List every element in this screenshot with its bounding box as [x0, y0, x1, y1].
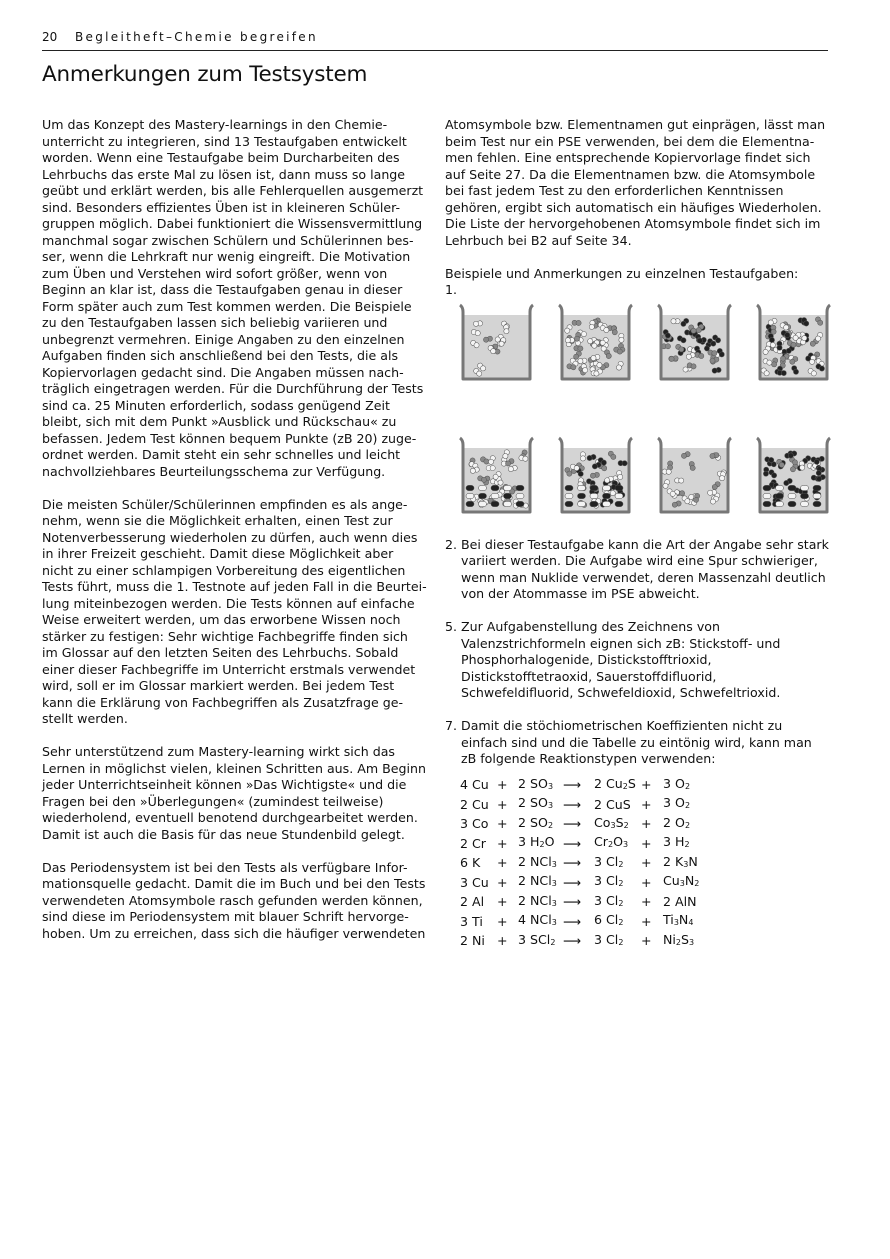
- item-number: 5.: [445, 619, 458, 634]
- text-line: einer dieser Fachbegriffe im Unterricht erstmals verwendet: [42, 661, 416, 677]
- reactant-2: 2 NCl3: [518, 873, 557, 888]
- item-number-1: 1.: [445, 282, 458, 297]
- reactant-1: 2 Cu: [460, 796, 489, 812]
- text-line: bei fast jedem Test zu den erforderlichen Kenntnissen: [445, 183, 784, 198]
- reactant-1: 3 Cu: [460, 874, 489, 890]
- plus-sign: +: [641, 894, 652, 909]
- plus-sign: +: [497, 777, 508, 792]
- beaker-5: [459, 436, 534, 516]
- reaction-equations-table: [460, 776, 699, 952]
- equation-row: [460, 893, 699, 913]
- plus-sign: +: [641, 874, 652, 890]
- text-line: Phosphorhalogenide, Distickstofftrioxid,: [461, 652, 712, 667]
- text-line: Das Periodensystem ist bei den Tests als verfügbare Infor-: [42, 859, 408, 875]
- text-line: Weise erweitert werden, um das erworbene Wissen noch: [42, 612, 401, 627]
- reaction-arrow: ⟶: [563, 777, 582, 792]
- reactant-1: 3 Ti: [460, 913, 483, 929]
- beaker-2: [558, 303, 633, 383]
- text-line: Kopiervorlagen gedacht sind. Die Angaben müssen nach-: [42, 364, 404, 380]
- text-line: wenn man Nuklide verwendet, deren Massenzahl deutlich: [461, 569, 826, 585]
- product-1: 3 Cl2: [594, 892, 624, 908]
- equation-row: [460, 932, 699, 952]
- reactant-1: 2 Al: [460, 894, 485, 909]
- reactant-2: 2 SO2: [518, 814, 554, 830]
- product-2: 3 O2: [663, 795, 691, 810]
- text-line: sind ca. 25 Minuten erforderlich, sodass genügend Zeit: [42, 397, 390, 413]
- reactant-2: 2 SO3: [518, 795, 554, 810]
- reactant-2: 2 NCl3: [518, 853, 557, 869]
- text-line: Beginn an klar ist, dass die Testaufgaben genau in dieser: [42, 282, 403, 297]
- text-line: sind diese im Periodensystem mit blauer Schrift hervorge-: [42, 909, 409, 924]
- text-line: bleibt, sich mit dem Punkt »Ausblick und Rückschau« zu: [42, 414, 397, 429]
- reactant-2: 3 SCl2: [518, 931, 556, 947]
- text-line: unbegrenzt vermehren. Einige Angaben zu den einzelnen: [42, 331, 405, 347]
- intro-paragraph: [445, 117, 840, 249]
- text-line: unterricht zu integrieren, sind 13 Testaufgaben entwickelt: [42, 133, 407, 149]
- text-line: Atomsymbole bzw. Elementnamen gut einprägen, lässt man: [445, 117, 826, 132]
- text-line: verwendeten Atomsymbole rasch gefunden werden können,: [42, 892, 423, 908]
- plus-sign: +: [497, 796, 508, 812]
- text-line: lung miteinbezogen werden. Die Tests können auf einfache: [42, 595, 415, 611]
- list-item-2: [445, 537, 840, 603]
- body-paragraph: [42, 744, 432, 843]
- product-1: 2 Cu2S: [594, 775, 636, 791]
- text-line: stärker zu festigen: Sehr wichtige Fachbegriffe finden sich: [42, 628, 408, 644]
- plus-sign: +: [497, 894, 508, 909]
- plus-sign: +: [641, 816, 652, 831]
- text-line: Form später auch zum Test kommen werden. Die Beispiele: [42, 298, 412, 314]
- right-column: [445, 117, 840, 951]
- item-number: 2.: [445, 536, 458, 552]
- text-line: Die meisten Schüler/Schülerinnen empfinden es als ange-: [42, 496, 408, 512]
- equation-row: [460, 795, 699, 815]
- product-2: 3 H2: [663, 834, 690, 849]
- reactant-1: 3 Co: [460, 816, 489, 831]
- plus-sign: +: [641, 913, 652, 929]
- text-line: jeder Unterrichtseinheit können »Das Wichtigste« und die: [42, 777, 407, 792]
- equation-row: [460, 815, 699, 835]
- text-line: Um das Konzept des Mastery-learnings in den Chemie-: [42, 117, 388, 132]
- product-1: Co3S2: [594, 814, 629, 830]
- text-line: variiert werden. Die Aufgabe wird eine Spur schwieriger,: [461, 553, 818, 568]
- page-number: 20: [42, 30, 58, 44]
- text-line: ordnet werden. Damit steht ein sehr schnelles und leicht: [42, 447, 401, 462]
- text-line: Zur Aufgabenstellung des Zeichnens von: [461, 619, 720, 634]
- plus-sign: +: [497, 933, 508, 948]
- text-line: manchmal sogar zwischen Schülern und Schülerinnen bes-: [42, 232, 414, 248]
- plus-sign: +: [641, 777, 652, 792]
- text-line: Damit ist auch die Basis für das neue Stundenbild gelegt.: [42, 826, 405, 842]
- text-line: nicht zu einer schlampigen Vorbereitung des eigentlichen: [42, 562, 406, 578]
- reactant-1: 4 Cu: [460, 777, 489, 792]
- page-title: Anmerkungen zum Testsystem: [42, 62, 368, 87]
- left-column: [42, 117, 432, 959]
- running-title: Begleitheft–Chemie begreifen: [75, 30, 318, 44]
- beaker-1: [459, 303, 534, 383]
- text-line: gehören, ergibt sich automatisch ein häufiges Wiederholen.: [445, 199, 822, 215]
- text-line: mationsquelle gedacht. Damit die im Buch und bei den Tests: [42, 876, 426, 891]
- text-line: beim Test nur ein PSE verwenden, bei dem die Elementna-: [445, 133, 815, 149]
- equation-row: [460, 834, 699, 854]
- text-line: auf Seite 27. Da die Elementnamen bzw. die Atomsymbole: [445, 166, 816, 182]
- beaker-6: [558, 436, 633, 516]
- beaker-7: [657, 436, 732, 516]
- equation-row: [460, 854, 699, 874]
- text-line: stellt werden.: [42, 711, 128, 726]
- product-2: 2 AlN: [663, 894, 697, 909]
- list-item-7: [445, 718, 840, 768]
- product-2: 2 O2: [663, 814, 691, 830]
- text-line: zu den Testaufgaben lassen sich beliebig variieren und: [42, 315, 388, 330]
- text-line: hoben. Um zu erreichen, dass sich die häufiger verwendeten: [42, 925, 426, 941]
- reaction-arrow: ⟶: [563, 894, 582, 909]
- body-paragraph: [42, 497, 432, 728]
- product-1: 6 Cl2: [594, 912, 624, 927]
- item-text: [461, 537, 840, 603]
- text-line: Lehrbuchs das erste Mal zu lösen ist, dann muss so lange: [42, 166, 406, 182]
- body-paragraph: [42, 860, 432, 943]
- text-line: geübt und erklärt werden, bis alle Fehlerquellen ausgemerzt: [42, 183, 424, 198]
- text-line: sind. Besonders effizientes Üben ist in kleineren Schüler-: [42, 199, 401, 215]
- text-line: Aufgaben finden sich anschließend bei den Tests, die als: [42, 348, 399, 363]
- reactant-2: 2 SO3: [518, 775, 554, 791]
- reaction-arrow: ⟶: [563, 874, 582, 890]
- text-line: Distickstofftetraoxid, Sauerstoffdifluorid,: [461, 668, 717, 684]
- reactant-2: 3 H2O: [518, 834, 555, 849]
- text-line: einfach sind und die Tabelle zu eintönig wird, kann man: [461, 734, 812, 750]
- reactant-1: 2 Cr: [460, 835, 486, 851]
- plus-sign: +: [497, 816, 508, 831]
- text-line: zB folgende Reaktionstypen verwenden:: [461, 751, 716, 766]
- item-text: [461, 718, 840, 768]
- item-text: [461, 619, 840, 702]
- reactant-1: 2 Ni: [460, 933, 485, 948]
- text-line: in ihrer Freizeit geschieht. Damit diese Möglichkeit aber: [42, 546, 394, 561]
- reaction-arrow: ⟶: [563, 933, 582, 948]
- product-1: 2 CuS: [594, 796, 631, 812]
- product-2: Ni2S3: [663, 931, 695, 947]
- text-line: kann die Erklärung von Fachbegriffen als Zusatzfrage ge-: [42, 694, 404, 710]
- text-line: Valenzstrichformeln eignen sich zB: Stickstoff- und: [461, 635, 781, 651]
- text-line: Lehrbuch bei B2 auf Seite 34.: [445, 232, 632, 248]
- beaker-3: [657, 303, 732, 383]
- product-1: 3 Cl2: [594, 853, 624, 869]
- beaker-figure: [459, 303, 839, 527]
- text-line: wird, soll er im Glossar markiert werden. Bei jedem Test: [42, 678, 395, 693]
- text-line: nachvollziehbares Beurteilungsschema zur Verfügung.: [42, 463, 386, 479]
- product-1: 3 Cl2: [594, 931, 624, 947]
- product-1: 3 Cl2: [594, 873, 624, 888]
- beaker-4: [756, 303, 831, 383]
- text-line: Schwefeldifluorid, Schwefeldioxid, Schwefeltrioxid.: [461, 685, 781, 700]
- reaction-arrow: ⟶: [563, 816, 582, 831]
- product-2: 3 O2: [663, 775, 691, 791]
- reactant-2: 4 NCl3: [518, 912, 557, 927]
- page-header: [42, 28, 828, 51]
- plus-sign: +: [497, 855, 508, 870]
- plus-sign: +: [641, 855, 652, 870]
- text-line: ser, wenn die Lehrkraft nur wenig eingreift. Die Motivation: [42, 249, 411, 264]
- plus-sign: +: [641, 933, 652, 948]
- reaction-arrow: ⟶: [563, 913, 582, 929]
- reaction-arrow: ⟶: [563, 796, 582, 812]
- reactant-2: 2 NCl3: [518, 892, 557, 908]
- reaction-arrow: ⟶: [563, 835, 582, 851]
- examples-heading: Beispiele und Anmerkungen zu einzelnen Testaufgaben:: [445, 265, 799, 281]
- text-line: Fragen bei den »Überlegungen« (zumindest teilweise): [42, 793, 384, 809]
- text-line: Notenverbesserung wiederholen zu dürfen, auch wenn dies: [42, 529, 418, 545]
- product-2: Ti3N4: [663, 912, 694, 927]
- text-line: Damit die stöchiometrischen Koeffizienten nicht zu: [461, 718, 783, 733]
- text-line: Sehr unterstützend zum Mastery-learning wirkt sich das: [42, 744, 395, 759]
- equation-row: [460, 912, 699, 932]
- text-line: befassen. Jedem Test können bequem Punkte (zB 20) zuge-: [42, 430, 417, 446]
- text-line: nehm, wenn sie die Möglichkeit erhalten, einen Test zur: [42, 513, 393, 528]
- plus-sign: +: [497, 874, 508, 890]
- beaker-8: [756, 436, 831, 516]
- plus-sign: +: [497, 835, 508, 851]
- text-line: im Glossar auf den letzten Seiten des Lehrbuchs. Sobald: [42, 645, 399, 660]
- text-line: Bei dieser Testaufgabe kann die Art der Angabe sehr stark: [461, 536, 829, 552]
- text-line: wiederholend, eventuell benotend durchgearbeitet werden.: [42, 810, 418, 825]
- text-line: men fehlen. Eine entsprechende Kopiervorlage findet sich: [445, 150, 811, 165]
- text-line: zum Üben und Verstehen wird sofort größer, wenn von: [42, 265, 388, 281]
- text-line: Tests führt, muss die 1. Testnote auf jeden Fall in die Beurtei-: [42, 579, 427, 594]
- item-number: 7.: [445, 718, 458, 733]
- text-line: von der Atommasse im PSE abweicht.: [461, 586, 700, 601]
- text-line: gruppen möglich. Dabei funktioniert die Wissensvermittlung: [42, 216, 423, 231]
- body-paragraph: [42, 117, 432, 480]
- text-line: worden. Wenn eine Testaufgabe beim Durcharbeiten des: [42, 150, 400, 165]
- product-2: Cu3N2: [663, 873, 700, 888]
- list-item-5: [445, 619, 840, 702]
- reactant-1: 6 K: [460, 855, 481, 870]
- plus-sign: +: [641, 796, 652, 812]
- equation-row: [460, 776, 699, 796]
- plus-sign: +: [641, 835, 652, 851]
- plus-sign: +: [497, 913, 508, 929]
- equation-row: [460, 873, 699, 893]
- reaction-arrow: ⟶: [563, 855, 582, 870]
- product-1: Cr2O3: [594, 834, 629, 849]
- product-2: 2 K3N: [663, 853, 698, 869]
- text-line: Die Liste der hervorgehobenen Atomsymbole findet sich im: [445, 216, 821, 231]
- text-line: träglich eingetragen werden. Für die Durchführung der Tests: [42, 381, 424, 396]
- text-line: Lernen in möglichst vielen, kleinen Schritten aus. Am Beginn: [42, 760, 426, 776]
